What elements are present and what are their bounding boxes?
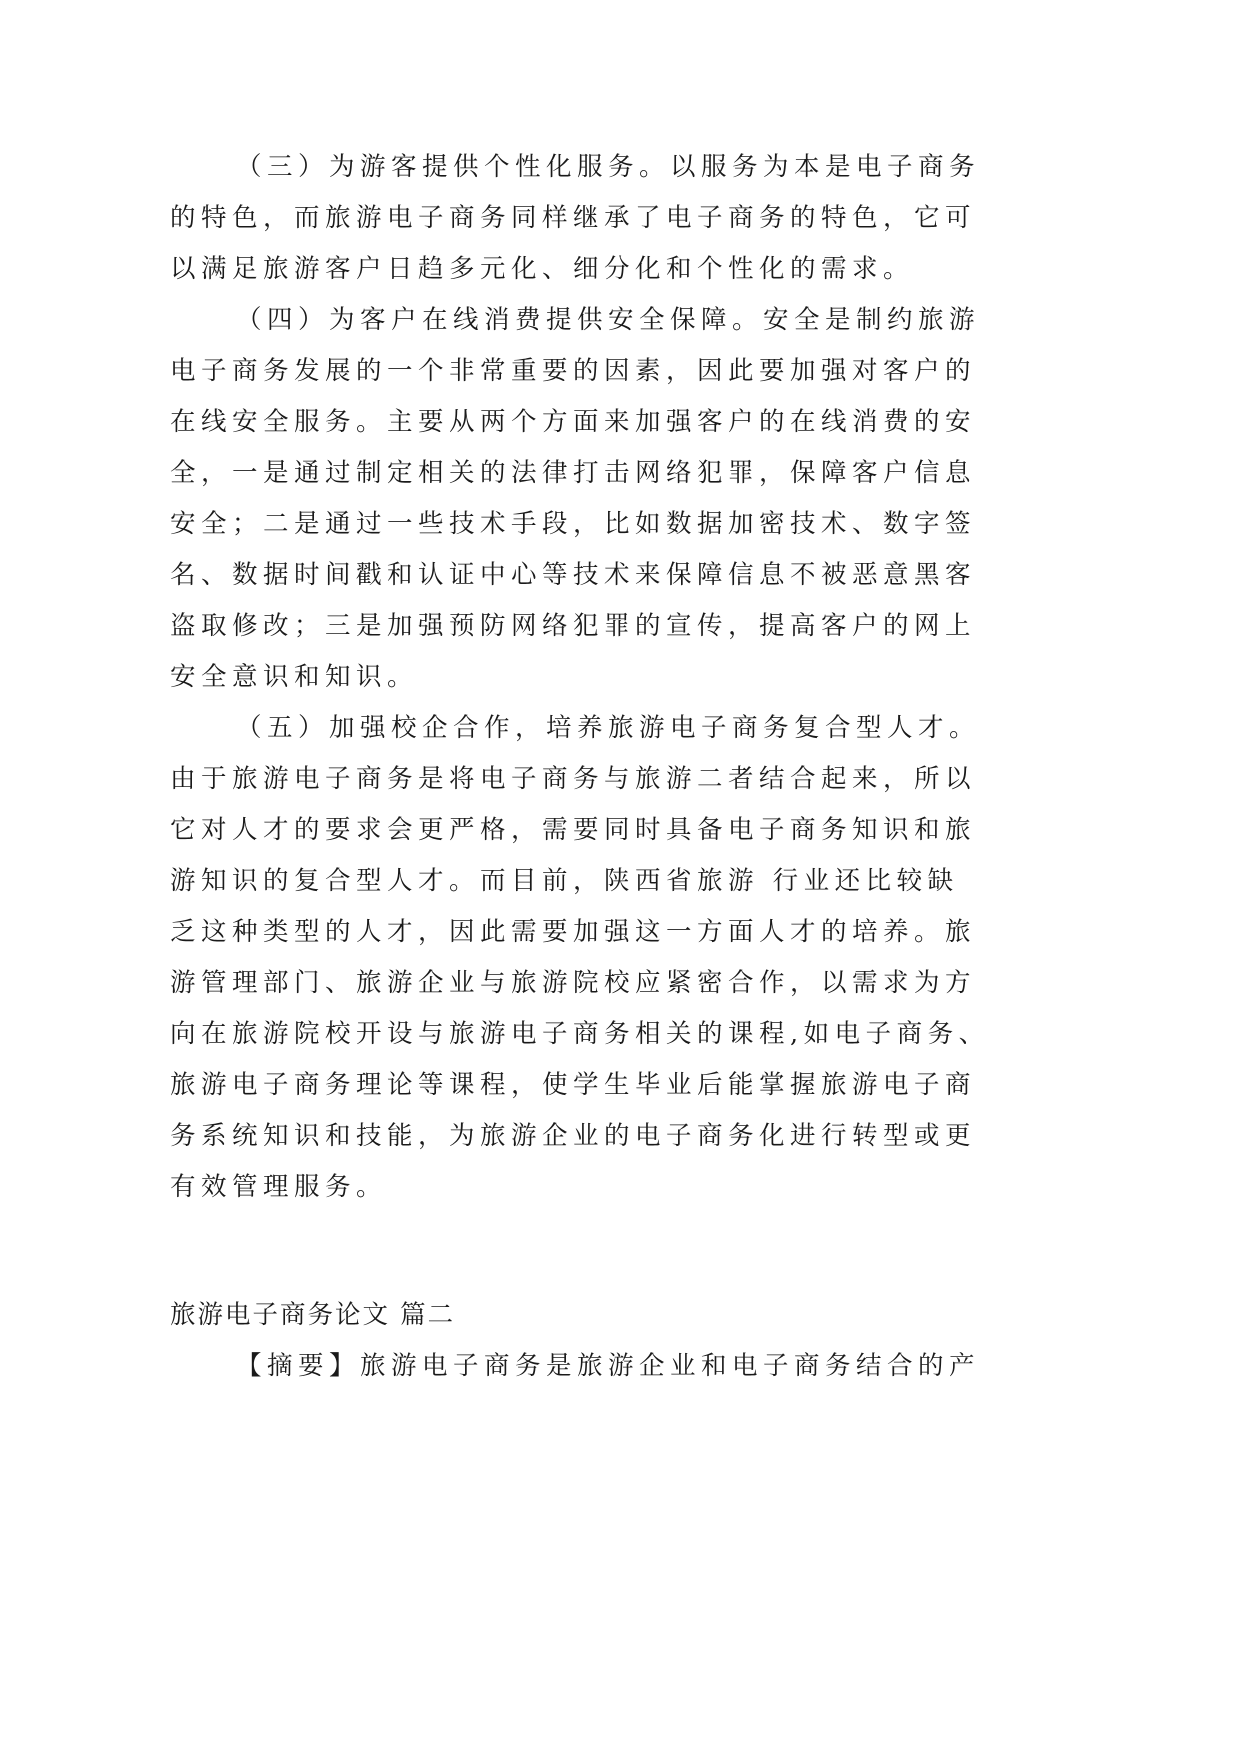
- text-line: 游管理部门、旅游企业与旅游院校应紧密合作，以需求为方: [170, 968, 977, 998]
- text-line: 电子商务发展的一个非常重要的因素，因此要加强对客户的: [170, 356, 977, 386]
- section-heading: 旅游电子商务论文 篇二: [170, 1300, 456, 1330]
- text-line: 安全；二是通过一些技术手段，比如数据加密技术、数字签: [170, 509, 977, 539]
- text-line: 在线安全服务。主要从两个方面来加强客户的在线消费的安: [170, 407, 977, 437]
- text-line: 游知识的复合型人才。而目前，陕西省旅游 行业还比较缺: [170, 866, 959, 896]
- text-line: 由于旅游电子商务是将电子商务与旅游二者结合起来，所以: [170, 764, 977, 794]
- text-line: 有效管理服务。: [170, 1172, 388, 1202]
- text-line: （四）为客户在线消费提供安全保障。安全是制约旅游: [236, 305, 981, 335]
- text-line: 名、数据时间戳和认证中心等技术来保障信息不被恶意黑客: [170, 560, 977, 590]
- text-line: 全，一是通过制定相关的法律打击网络犯罪，保障客户信息: [170, 458, 977, 488]
- text-line: （五）加强校企合作，培养旅游电子商务复合型人才。: [236, 713, 981, 743]
- text-line: 的特色，而旅游电子商务同样继承了电子商务的特色，它可: [170, 203, 977, 233]
- text-line: 务系统知识和技能，为旅游企业的电子商务化进行转型或更: [170, 1121, 977, 1151]
- text-line: 它对人才的要求会更严格，需要同时具备电子商务知识和旅: [170, 815, 977, 845]
- abstract-line: 【摘要】旅游电子商务是旅游企业和电子商务结合的产: [236, 1351, 981, 1381]
- text-line: 以满足旅游客户日趋多元化、细分化和个性化的需求。: [170, 254, 915, 284]
- text-line: 乏这种类型的人才，因此需要加强这一方面人才的培养。旅: [170, 917, 977, 947]
- text-line: 安全意识和知识。: [170, 662, 419, 692]
- text-line: 向在旅游院校开设与旅游电子商务相关的课程,如电子商务、: [170, 1019, 990, 1049]
- text-line: （三）为游客提供个性化服务。以服务为本是电子商务: [236, 152, 981, 182]
- text-line: 旅游电子商务理论等课程，使学生毕业后能掌握旅游电子商: [170, 1070, 977, 1100]
- text-line: 盗取修改；三是加强预防网络犯罪的宣传，提高客户的网上: [170, 611, 977, 641]
